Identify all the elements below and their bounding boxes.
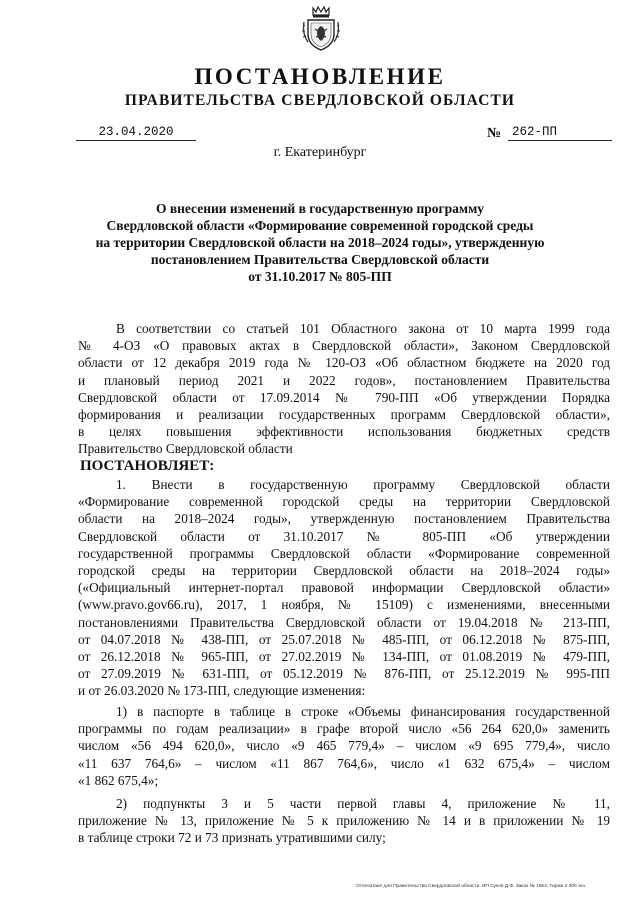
subject-line: от 31.10.2017 № 805-ПП [248,269,392,284]
text-line: формирования и реализации государственных программ Свердловской области», [78,406,610,422]
document-subtitle: ПРАВИТЕЛЬСТВА СВЕРДЛОВСКОЙ ОБЛАСТИ [124,92,516,109]
subject-line: постановлением Правительства Свердловской области [150,252,490,267]
subject-line: О внесении изменений в государственную программу [155,201,485,216]
text-line: «1 862 675,4»; [78,772,159,788]
text-line: 1. Внести в государственную программу Свердловской области [116,477,610,492]
text-line: 1) в паспорте в таблице в строке «Объемы финансирования государственной [116,704,610,719]
subclause-2-paragraph [78,795,610,847]
subclause-1-paragraph [78,703,610,789]
document-title: ПОСТАНОВЛЕНИЕ [194,64,446,89]
text-line: Свердловской области от 31.10.2017 № 805-ПП «Об утверждении [78,528,610,544]
text-line: в таблице строки 72 и 73 признать утратившими силу; [78,830,386,846]
text-line: Свердловской области от 17.09.2014 № 790-ПП «Об утверждении Порядка [78,389,610,405]
text-line: числом «56 494 620,0», число «9 465 779,4» – числом «9 695 779,4», число [78,738,610,754]
text-line: (www.pravo.gov66.ru), 2017, 1 ноября, № 15109) с изменениями, внесенными [78,597,610,613]
city: г. Екатеринбург [273,145,367,160]
text-line: («Официальный интернет-портал правовой информации Свердловской области» [78,580,610,596]
text-line: Правительство Свердловской области [78,441,293,457]
sverdlovsk-coat-of-arms-icon [302,4,340,52]
resolves-heading: ПОСТАНОВЛЯЕТ: [80,458,215,474]
text-line: и от 26.03.2020 № 173-ПП, следующие изменения: [78,683,366,699]
document-subject [60,200,580,285]
text-line: постановлениями Правительства Свердловской области от 19.04.2018 № 213-ПП, [78,614,610,630]
text-line: от 27.09.2019 № 631-ПП, от 05.12.2019 № 876-ПП, от 25.12.2019 № 995-ПП [78,666,610,682]
text-line: программы по годам реализации» в графе второй число «56 264 620,0» заменить [78,721,610,737]
text-line: «Формирование современной городской среды на территории Свердловской [78,494,610,510]
clause-1-paragraph [78,476,610,699]
text-line: государственной программы Свердловской области «Формирование современной [78,545,610,561]
text-line: «11 637 764,6» – числом «11 867 764,6», число «1 632 675,4» – числом [78,755,610,771]
text-line: № 4-ОЗ «О правовых актах в Свердловской области», Законом Свердловской [78,338,610,354]
subject-line: Свердловской области «Формирование современной городской среды [106,218,534,233]
print-note: Отпечатано для Правительства Свердловской области. ИП Сукоя Д.Ф. Заказ № 1963. Тираж 2 000 экз. [356,884,587,889]
text-line: приложение № 13, приложение № 5 к приложению № 14 и в приложении № 19 [78,813,610,829]
text-line: 2) подпункты 3 и 5 части первой главы 4, приложение № 11, [116,796,610,811]
subject-line: на территории Свердловской области на 2018–2024 годы», утвержденную [95,235,545,250]
document-number: 262-ПП [508,125,612,141]
document-date: 23.04.2020 [76,125,196,141]
number-sign: № [487,126,502,141]
text-line: и плановый период 2021 и 2022 годов», постановлением Правительства [78,372,610,388]
text-line: в целях повышения эффективности использования бюджетных средств [78,424,610,440]
text-line: В соответствии со статьей 101 Областного закона от 10 марта 1999 года [116,321,610,336]
preamble-paragraph [78,320,610,458]
text-line: городской среды на территории Свердловской области на 2018–2024 годы» [78,562,610,578]
text-line: области от 12 декабря 2019 года № 120-ОЗ «Об областном бюджете на 2020 год [78,355,610,371]
text-line: от 26.12.2018 № 965-ПП, от 27.02.2019 № 134-ПП, от 01.08.2019 № 479-ПП, [78,648,610,664]
text-line: области на 2018–2024 годы», утвержденную постановлением Правительства [78,511,610,527]
text-line: от 04.07.2018 № 438-ПП, от 25.07.2018 № 485-ПП, от 06.12.2018 № 875-ПП, [78,631,610,647]
